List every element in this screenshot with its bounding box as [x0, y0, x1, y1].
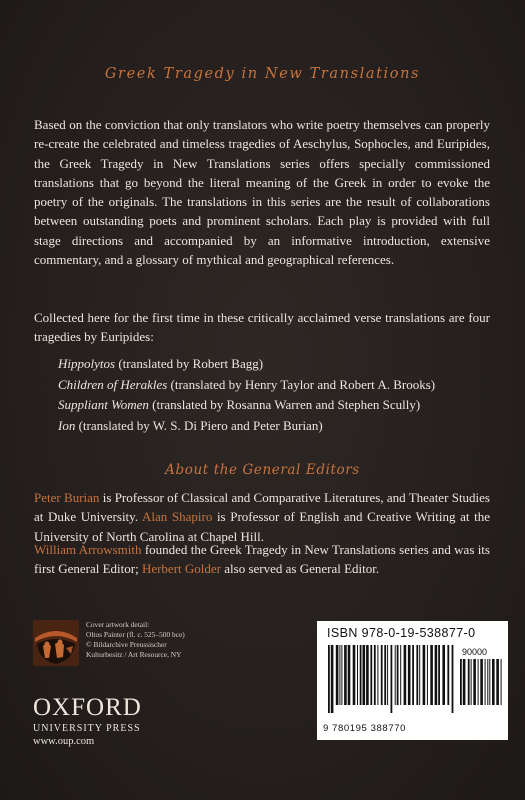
barcode-bar: [492, 659, 495, 705]
former-editors-paragraph: [34, 540, 490, 579]
barcode-bar: [501, 659, 502, 705]
barcode-bar: [485, 659, 486, 705]
cover-credit: [86, 620, 246, 660]
barcode-bar: [370, 645, 372, 705]
cover-credit-line: Oltos Painter (fl. c. 525–500 bce): [86, 630, 185, 639]
oxford-logo: OXFORD: [33, 694, 142, 721]
tragedy-title: Ion: [58, 417, 76, 433]
tragedy-credit: (translated by W. S. Di Piero and Peter Burian): [75, 417, 323, 433]
barcode-bar: [489, 659, 490, 705]
tragedy-credit: (translated by Henry Taylor and Robert A. Brooks): [167, 376, 436, 392]
editor-name-golder: Herbert Golder: [141, 561, 221, 577]
barcode-bar: [348, 645, 351, 705]
cover-credit-line: Kulturbesitz / Art Resource, NY: [86, 650, 182, 659]
list-item: [58, 395, 498, 416]
barcode-bar: [427, 645, 428, 705]
isbn-barcode-box: [317, 621, 508, 740]
barcode-bar: [384, 645, 386, 705]
tragedy-title: Suppliant Women: [58, 397, 149, 412]
barcode-bar: [391, 645, 393, 713]
barcode-bar: [404, 645, 407, 705]
barcode-bar: [397, 645, 399, 705]
tragedy-credit: (translated by Robert Bagg): [115, 356, 264, 371]
barcode-bar: [360, 645, 362, 705]
barcode-bar: [416, 645, 418, 705]
publisher-url: www.oup.com: [33, 736, 95, 747]
barcode-bar: [452, 645, 454, 713]
barcode-bar: [377, 645, 378, 705]
editors-paragraph: [34, 488, 490, 546]
isbn-number: ISBN 978-0-19-538877-0: [327, 626, 476, 640]
barcode-bar: [328, 645, 330, 713]
barcode-bar: [480, 659, 483, 705]
barcode-bar: [381, 645, 383, 705]
tragedy-list: [58, 354, 498, 436]
barcode-bar: [463, 659, 466, 705]
collected-intro-paragraph: Collected here for the first time in these critically acclaimed verse translations are four tragedies by Euripides:: [34, 310, 490, 345]
barcode-bar: [435, 645, 438, 705]
barcode-bar: [430, 645, 433, 705]
cover-artwork-image: [33, 620, 79, 666]
barcode-bar: [387, 645, 388, 705]
editor-bio-shapiro: is Professor of English and Creative Writing at the University of North Carolina at Chapel Hill.: [34, 509, 490, 544]
barcode-bar: [423, 645, 426, 705]
price-code: 90000: [462, 647, 488, 657]
cover-credit-line: Cover artwork detail:: [86, 620, 150, 629]
barcode-bar: [478, 659, 479, 705]
list-item: [58, 354, 498, 375]
barcode-digits: 9 780195 388770: [323, 723, 406, 734]
barcode-bar: [341, 645, 342, 705]
barcode-bar: [419, 645, 420, 705]
barcode-bar: [344, 645, 347, 705]
press-name: UNIVERSITY PRESS: [33, 723, 141, 734]
editor-name-arrowsmith: William Arrowsmith: [34, 542, 142, 557]
addon-barcode: [459, 659, 505, 713]
barcode-bar: [487, 659, 488, 705]
tragedy-credit: (translated by Rosanna Warren and Stephen Scully): [148, 397, 421, 412]
barcode-bar: [353, 645, 356, 705]
barcode-bar: [331, 645, 334, 713]
barcode-bar: [447, 645, 449, 705]
description-paragraph: Based on the conviction that only translators who write poetry themselves can properly re-create the celebrated and timeless tragedies of Aeschylus, Sophocles, and Euripides, the Greek Tragedy in New Translations series offers specially commissioned translations that go beyond the literal meaning of the Greek in order to evoke the poetry of the originals. The translations in this series are the result of collaborations between outstanding poets and prominent scholars. Each play is provided with full stage directions and accompanied by an informative introduction, extensive commentary, and a glossary of mythical and geographical references.: [34, 117, 490, 268]
editors-heading: About the General Editors: [165, 462, 360, 478]
editor-bio-arrowsmith: founded the Greek Tragedy in New Translations series and was its first General Editor;: [34, 542, 490, 577]
editor-bio-burian: is Professor of Classical and Comparative Literatures, and Theater Studies at Duke University.: [34, 490, 490, 525]
barcode-bar: [442, 645, 445, 705]
barcode-bar: [438, 645, 440, 705]
editor-name-shapiro: Alan Shapiro: [141, 509, 213, 525]
series-title: Greek Tragedy in New Translations: [104, 66, 421, 82]
barcode-bar: [339, 645, 340, 705]
list-item: [58, 375, 498, 396]
barcode-bar: [496, 659, 499, 705]
barcode-bar: [473, 659, 476, 705]
barcode-bar: [460, 659, 462, 705]
barcode-bar: [363, 645, 366, 705]
list-item: [58, 416, 498, 437]
barcode-bar: [412, 645, 414, 705]
editor-bio-golder: also served as General Editor.: [221, 561, 380, 577]
barcode-bar: [366, 645, 369, 705]
barcode-bar: [400, 645, 401, 705]
editor-name-burian: Peter Burian: [34, 490, 100, 505]
tragedy-title: Children of Herakles: [58, 376, 168, 392]
barcode-bar: [395, 645, 396, 705]
barcode-bar: [374, 645, 376, 705]
barcode-bar: [471, 659, 472, 705]
barcode-bar: [357, 645, 358, 705]
barcode-bar: [468, 659, 470, 705]
barcode-bar: [408, 645, 411, 705]
cover-credit-line: © Bildarchive Preussischer: [86, 640, 167, 649]
main-barcode: [327, 645, 457, 713]
tragedy-title: Hippolytos: [58, 356, 116, 371]
barcode-bar: [336, 645, 339, 705]
